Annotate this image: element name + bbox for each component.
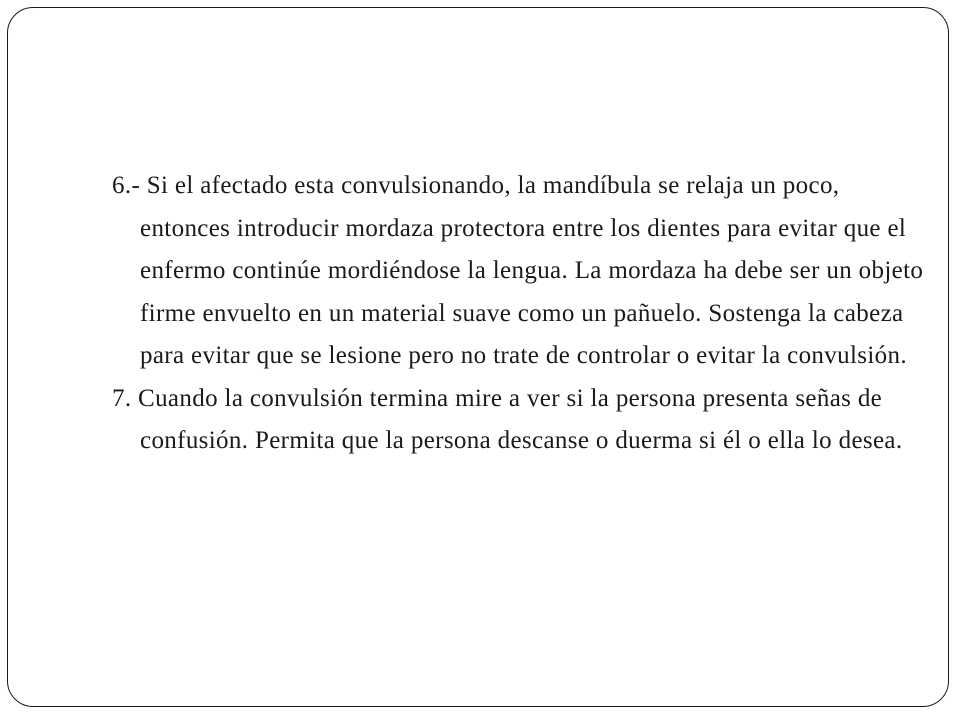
slide-frame (7, 7, 949, 707)
slide-body (112, 165, 932, 463)
paragraph-step-6: 6.- Si el afectado esta convulsionando, la mandíbula se relaja un poco, entonces introducir mordaza protectora entre los dientes para evitar que el enfermo continúe mordiéndose la lengua. La mordaza ha debe ser un objeto firme envuelto en un material suave como un pañuelo. Sostenga la cabeza para evitar que se lesione pero no trate de controlar o evitar la convulsión. (112, 172, 924, 369)
paragraph-step-7: 7. Cuando la convulsión termina mire a ver si la persona presenta señas de confusión. Permita que la persona descanse o duerma si él o ella lo desea. (112, 384, 903, 454)
